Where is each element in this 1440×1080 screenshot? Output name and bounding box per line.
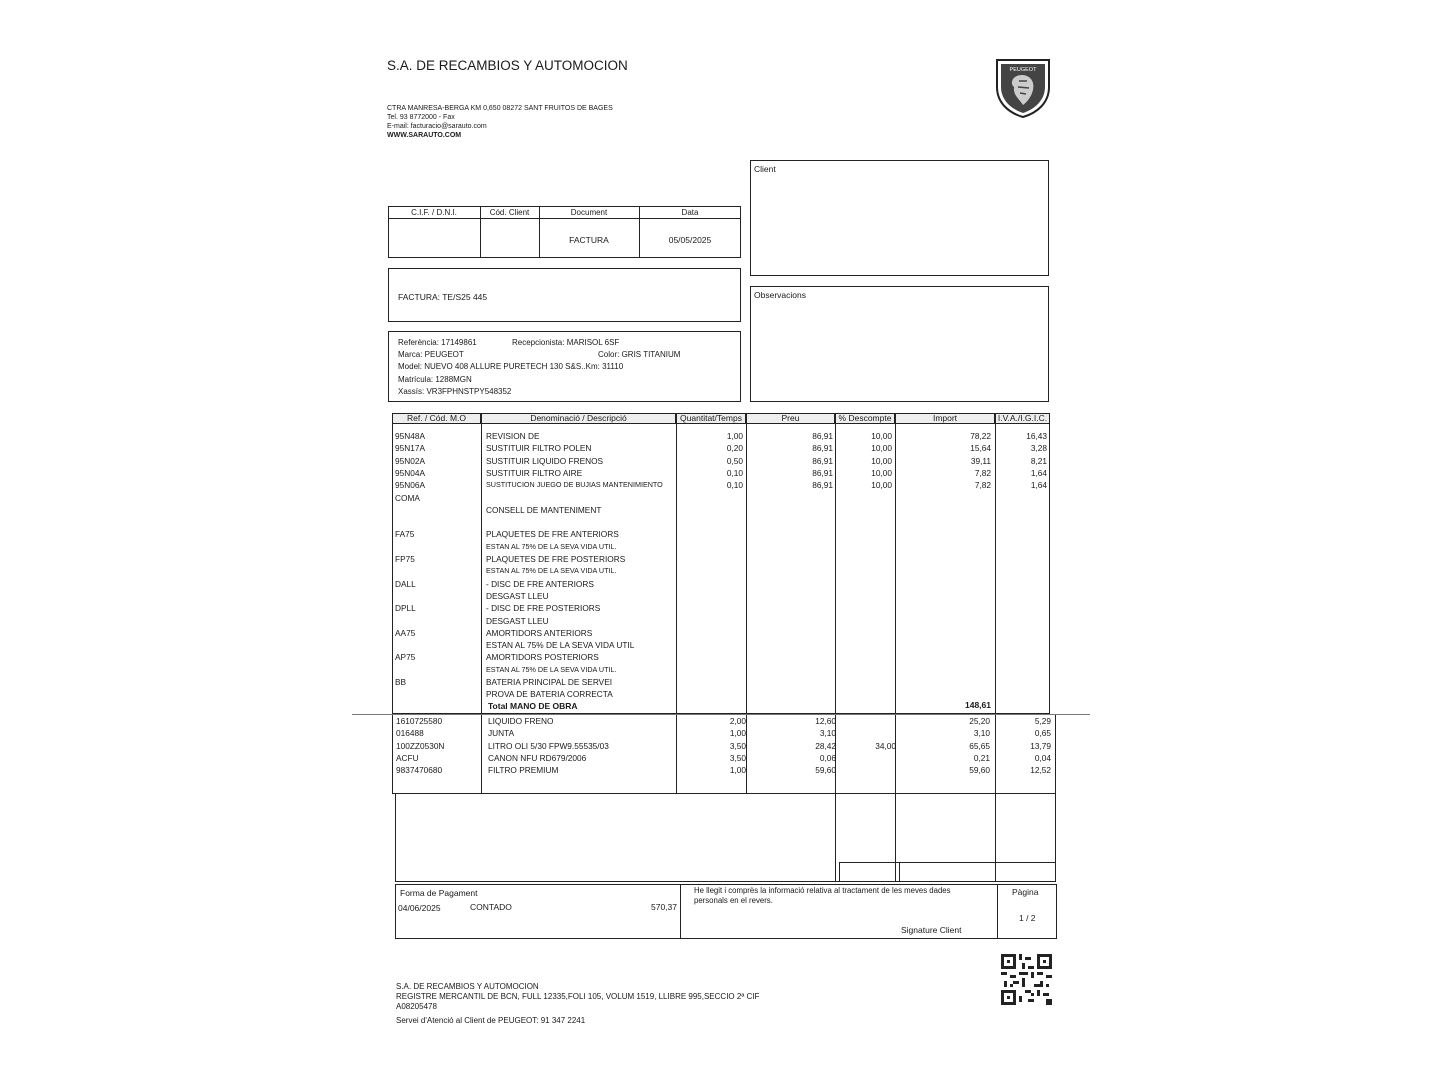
cell-vat: 16,43 [1026, 431, 1047, 441]
cell-qty: 0,10 [726, 467, 743, 478]
cell-desc: CONSELL DE MANTENIMENT [486, 504, 602, 515]
vehicle-xassis: Xassís: VR3FPHNSTPY548352 [398, 387, 512, 396]
cell-ref: DALL [395, 578, 416, 589]
cell-amount: 15,64 [970, 443, 991, 454]
cell-price: 86,91 [812, 455, 833, 466]
cell-vat: 0,04 [1034, 752, 1051, 763]
cell-amount: 78,22 [970, 431, 991, 441]
cell-desc: JUNTA [488, 728, 515, 739]
cell-desc: DESGAST LLEU [486, 615, 549, 626]
col-header-vat: I.V.A./I.G.I.C. [995, 413, 1050, 424]
cell-ref: AA75 [395, 627, 416, 638]
totals-strip [839, 862, 1056, 882]
cell-desc: ESTAN AL 75% DE LA SEVA VIDA UTIL. [486, 664, 617, 674]
vehicle-model: Model: NUEVO 408 ALLURE PURETECH 130 S&S..Km: 31110 [398, 362, 624, 371]
signature-label: Signature Client [901, 925, 962, 935]
table-row [392, 479, 1050, 491]
doc-label-document: Document [570, 208, 608, 217]
cell-price: 3,10 [819, 728, 836, 739]
table-row [392, 492, 1050, 504]
payment-label: Forma de Pagament [400, 888, 478, 898]
cell-amount: 3,10 [973, 728, 990, 739]
cell-vat: 12,52 [1030, 765, 1051, 776]
cell-desc: SUSTITUIR FILTRO POLEN [486, 443, 592, 454]
doc-value-date: 05/05/2025 [668, 235, 712, 245]
table-row [392, 727, 1056, 739]
cell-amount: 7,82 [974, 480, 991, 491]
cell-vat: 1,64 [1030, 467, 1047, 478]
cell-amount: 0,21 [973, 752, 990, 763]
vehicle-marca: Marca: PEUGEOT [398, 350, 464, 359]
footer-company: S.A. DE RECAMBIOS Y AUTOMOCION [396, 982, 539, 991]
table-row [392, 565, 1050, 577]
labour-total-value: 148,61 [965, 700, 991, 710]
cell-desc: PROVA DE BATERIA CORRECTA [486, 689, 613, 700]
table-row [392, 615, 1050, 627]
table-row [392, 430, 1050, 442]
table-row [392, 664, 1050, 676]
cell-desc: DESGAST LLEU [486, 590, 549, 601]
cell-ref: DPLL [395, 603, 416, 614]
cell-qty: 1,00 [729, 765, 746, 776]
cell-ref: COMA [395, 492, 420, 503]
cell-amount: 7,82 [974, 467, 991, 478]
cell-amount: 25,20 [969, 716, 990, 726]
table-row [392, 467, 1050, 479]
col-header-qty: Quantitat/Temps [676, 413, 746, 424]
doc-label-cif: C.I.F. / D.N.I. [411, 208, 457, 217]
cell-disc: 10,00 [871, 443, 892, 454]
table-row [392, 715, 1056, 727]
cell-price: 59,60 [815, 765, 836, 776]
cell-ref: FP75 [395, 554, 415, 564]
cell-desc: - DISC DE FRE ANTERIORS [486, 578, 594, 589]
doc-value-document: FACTURA [569, 235, 609, 245]
col-header-discount: % Descompte [835, 413, 895, 424]
cell-desc: PLAQUETES DE FRE ANTERIORS [486, 529, 619, 540]
cell-qty: 2,00 [729, 716, 746, 726]
table-row [392, 553, 1050, 565]
cell-price: 86,91 [812, 431, 833, 441]
col-header-desc: Denominació / Descripció [481, 413, 676, 424]
cell-ref: 1610725580 [396, 716, 443, 726]
cell-desc: - DISC DE FRE POSTERIORS [486, 603, 601, 614]
cell-desc: CANON NFU RD679/2006 [488, 752, 587, 763]
client-label: Client [754, 164, 776, 174]
footer-cif: A08205478 [396, 1002, 437, 1011]
vehicle-ref: Referència: 17149861 [398, 338, 477, 347]
table-row [392, 516, 1050, 528]
cell-vat: 1,64 [1030, 480, 1047, 491]
table-row [392, 590, 1050, 602]
cell-desc: SUSTITUIR FILTRO AIRE [486, 467, 583, 478]
vehicle-recep: Recepcionista: MARISOL 6SF [512, 338, 620, 347]
table-row [392, 752, 1056, 764]
cell-price: 86,91 [812, 467, 833, 478]
cell-desc: AMORTIDORS POSTERIORS [486, 652, 599, 663]
observations-label: Observacions [754, 290, 806, 300]
cell-price: 0,06 [819, 752, 836, 763]
cell-amount: 65,65 [969, 740, 990, 751]
cell-ref: ACFU [396, 752, 419, 763]
cell-disc: 10,00 [871, 480, 892, 491]
payment-method: CONTADO [470, 902, 512, 912]
cell-ref: FA75 [395, 529, 415, 540]
cell-desc: PLAQUETES DE FRE POSTERIORS [486, 554, 626, 564]
table-row [392, 578, 1050, 590]
cell-price: 86,91 [812, 480, 833, 491]
cell-ref: 100ZZ0530N [396, 740, 445, 751]
cell-desc: BATERIA PRINCIPAL DE SERVEI [486, 677, 613, 687]
qr-code [1001, 954, 1052, 1005]
cell-ref: BB [395, 677, 407, 687]
cell-qty: 3,50 [729, 752, 746, 763]
footer-registry: REGISTRE MERCANTIL DE BCN, FULL 12335,FOLI 105, VOLUM 1519, LLIBRE 995,SECCIO 2ª CIF [396, 992, 760, 1001]
cell-desc: REVISION DE [486, 431, 540, 441]
cell-qty: 1,00 [729, 728, 746, 739]
labour-total-label: Total MANO DE OBRA [488, 701, 578, 711]
company-phone: Tel. 93 8772000 - Fax [387, 114, 455, 121]
company-address: CTRA MANRESA-BERGA KM 0,650 08272 SANT FRUITOS DE BAGES [387, 105, 613, 112]
cell-disc: 10,00 [871, 455, 892, 466]
parts-rows [392, 715, 1056, 793]
privacy-text-1: He llegit i comprès la informació relativa al tractament de les meves dades [694, 886, 951, 895]
cell-qty: 0,10 [726, 480, 743, 491]
cell-desc: SUSTITUIR LIQUIDO FRENOS [486, 455, 604, 466]
company-name: S.A. DE RECAMBIOS Y AUTOMOCION [387, 58, 628, 73]
table-row [392, 639, 1050, 651]
payment-date: 04/06/2025 [398, 903, 441, 913]
page-value: 1 / 2 [1019, 913, 1036, 923]
table-row [392, 764, 1056, 776]
cell-price: 12,60 [815, 716, 836, 726]
vehicle-color: Color: GRIS TITANIUM [598, 350, 681, 359]
cell-disc: 34,00 [875, 740, 896, 751]
table-row [392, 676, 1050, 688]
table-row [392, 541, 1050, 553]
cell-qty: 3,50 [729, 740, 746, 751]
labour-rows [392, 430, 1050, 710]
page-label: Pàgina [1012, 887, 1039, 897]
table-row [392, 504, 1050, 516]
cell-qty: 1,00 [726, 431, 743, 441]
footer-customer-service: Servei d'Atenció al Client de PEUGEOT: 91 347 2241 [396, 1016, 586, 1025]
col-header-price: Preu [746, 413, 835, 424]
cell-ref: 95N06A [395, 480, 425, 491]
cell-ref: 95N02A [395, 455, 425, 466]
col-header-amount: Import [895, 413, 995, 424]
cell-desc: LIQUIDO FRENO [488, 716, 554, 726]
logo-text: PEUGEOT [1009, 67, 1037, 73]
cell-desc: AMORTIDORS ANTERIORS [486, 627, 593, 638]
cell-qty: 0,50 [726, 455, 743, 466]
observations-box [750, 286, 1049, 402]
cell-ref: 9837470680 [396, 765, 443, 776]
cell-vat: 0,65 [1034, 728, 1051, 739]
invoice-number: FACTURA: TE/S25 445 [398, 292, 488, 302]
peugeot-logo [993, 57, 1053, 119]
table-row [392, 455, 1050, 467]
table-row [392, 651, 1050, 663]
payment-amount: 570,37 [651, 902, 677, 912]
cell-desc: LITRO OLI 5/30 FPW9.55535/03 [488, 740, 609, 751]
cell-ref: 016488 [396, 728, 424, 739]
cell-ref: 95N48A [395, 431, 425, 441]
doc-label-date: Data [681, 208, 699, 217]
col-header-ref: Ref. / Cód. M.O [392, 413, 481, 424]
cell-ref: AP75 [395, 652, 416, 663]
cell-price: 28,42 [815, 740, 836, 751]
cell-ref: 95N04A [395, 467, 425, 478]
cell-ref: 95N17A [395, 443, 425, 454]
company-email: E-mail: facturacio@sarauto.com [387, 123, 487, 130]
cell-desc: ESTAN AL 75% DE LA SEVA VIDA UTIL [486, 640, 635, 651]
company-web: WWW.SARAUTO.COM [387, 132, 462, 139]
cell-amount: 59,60 [969, 765, 990, 776]
cell-vat: 3,28 [1030, 443, 1047, 454]
cell-vat: 5,29 [1034, 716, 1051, 726]
cell-disc: 10,00 [871, 467, 892, 478]
cell-price: 86,91 [812, 443, 833, 454]
cell-desc: FILTRO PREMIUM [488, 765, 559, 776]
table-row [392, 688, 1050, 700]
cell-vat: 13,79 [1030, 740, 1051, 751]
table-row [392, 602, 1050, 614]
cell-disc: 10,00 [871, 431, 892, 441]
cell-desc: ESTAN AL 75% DE LA SEVA VIDA UTIL. [486, 566, 617, 576]
table-row [392, 442, 1050, 454]
cell-desc: ESTAN AL 75% DE LA SEVA VIDA UTIL. [486, 541, 617, 551]
privacy-text-2: personals en el revers. [694, 896, 773, 905]
table-row [392, 627, 1050, 639]
table-row [392, 528, 1050, 540]
doc-label-client-code: Cód. Client [489, 208, 530, 217]
cell-desc: SUSTITUCION JUEGO DE BUJIAS MANTENIMIENTO [486, 480, 663, 490]
vehicle-matricula: Matrícula: 1288MGN [398, 375, 472, 384]
cell-vat: 8,21 [1030, 455, 1047, 466]
cell-qty: 0,20 [726, 443, 743, 454]
cell-amount: 39,11 [970, 455, 991, 466]
table-row [392, 740, 1056, 752]
client-box [750, 160, 1049, 276]
